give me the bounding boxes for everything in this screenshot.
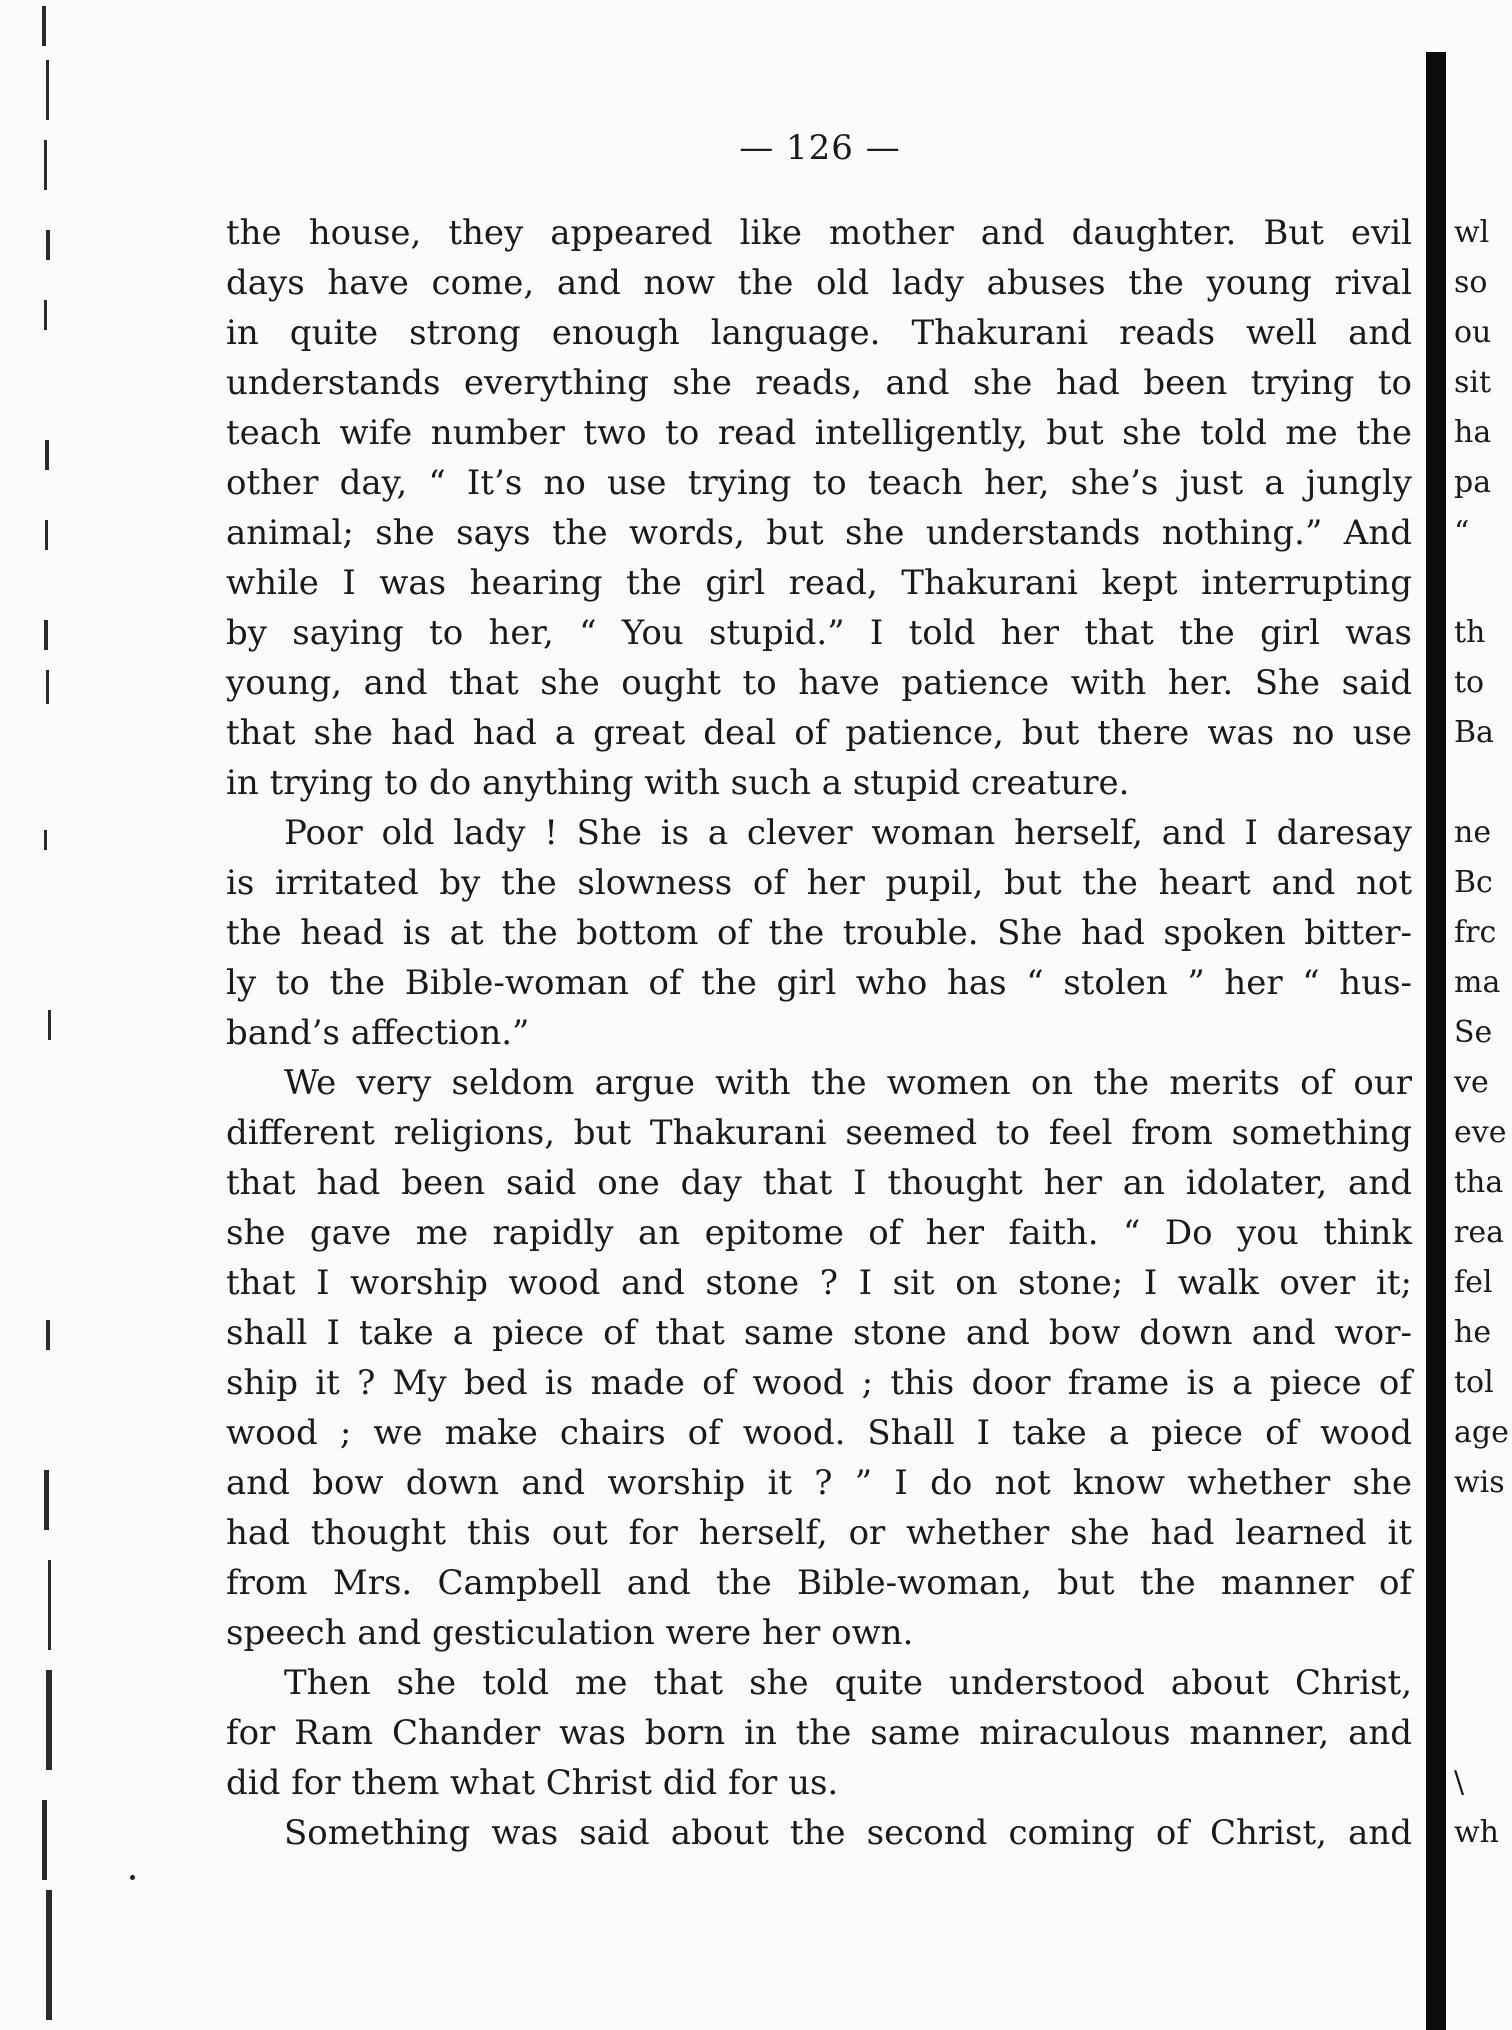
text-line: in quite strong enough language. Thakurani reads well and: [226, 313, 1412, 353]
facing-page-fragment: frc: [1454, 915, 1497, 950]
facing-page-fragment: [1446, 1608, 1512, 1658]
text-line: animal; she says the words, but she understands nothing.” And: [226, 513, 1412, 553]
text-line: We very seldom argue with the women on the merits of our: [284, 1063, 1412, 1103]
edge-mark: [45, 440, 49, 470]
edge-mark: [44, 1470, 49, 1530]
facing-page-fragment: th: [1454, 615, 1486, 650]
facing-page-fragment: rea: [1454, 1215, 1504, 1250]
page-number: — 126 —: [739, 128, 901, 168]
previous-page-edge: [0, 0, 60, 2030]
facing-page-fragment: \: [1454, 1765, 1465, 1800]
facing-page-fragment: Bc: [1454, 865, 1493, 900]
edge-mark: [44, 140, 47, 190]
body-text: [226, 208, 1412, 1858]
text-line: young, and that she ought to have patience with her. She said: [226, 663, 1412, 703]
binding-gutter-shadow: [1426, 52, 1446, 2030]
facing-page-fragment: [1446, 558, 1512, 608]
facing-page-fragment: ha: [1454, 415, 1492, 450]
text-line: ship it ? My bed is made of wood ; this door frame is a piece of: [226, 1363, 1412, 1403]
text-line: other day, “ It’s no use trying to teach her, she’s just a jungly: [226, 463, 1412, 503]
facing-page-fragment: [1446, 1508, 1512, 1558]
edge-mark: [45, 520, 48, 550]
text-line: Then she told me that she quite understood about Christ,: [284, 1663, 1412, 1703]
next-page-edge-text: [1446, 208, 1512, 1858]
edge-mark: [46, 1320, 50, 1350]
text-line: for Ram Chander was born in the same miraculous manner, and: [226, 1713, 1412, 1753]
facing-page-fragment: age: [1454, 1415, 1509, 1450]
facing-page-fragment: wh: [1454, 1815, 1499, 1850]
edge-mark: [42, 6, 46, 46]
facing-page-fragment: ma: [1454, 965, 1501, 1000]
edge-mark: [46, 230, 50, 260]
edge-mark: [46, 1890, 52, 2020]
text-line: while I was hearing the girl read, Thakurani kept interrupting: [226, 563, 1412, 603]
facing-page-fragment: wl: [1454, 215, 1490, 250]
facing-page-fragment: sit: [1454, 365, 1492, 400]
facing-page-fragment: Se: [1454, 1015, 1493, 1050]
facing-page-fragment: tol: [1454, 1365, 1494, 1400]
facing-page-fragment: he: [1454, 1315, 1492, 1350]
text-line: speech and gesticulation were her own.: [226, 1613, 914, 1653]
text-line: understands everything she reads, and she had been trying to: [226, 363, 1412, 403]
facing-page-fragment: ve: [1454, 1065, 1489, 1100]
text-line: did for them what Christ did for us.: [226, 1763, 839, 1803]
text-line: and bow down and worship it ? ” I do not know whether she: [226, 1463, 1412, 1503]
edge-mark: [42, 1800, 47, 1880]
text-line: shall I take a piece of that same stone and bow down and wor-: [226, 1313, 1412, 1353]
text-line: had thought this out for herself, or whether she had learned it: [226, 1513, 1412, 1553]
edge-mark: [48, 1010, 51, 1040]
ink-speck: [130, 1875, 135, 1880]
facing-page-fragment: so: [1454, 265, 1488, 300]
text-line: wood ; we make chairs of wood. Shall I take a piece of wood: [226, 1413, 1412, 1453]
text-line: Something was said about the second coming of Christ, and: [284, 1813, 1412, 1853]
edge-mark: [48, 1560, 51, 1650]
facing-page-fragment: [1446, 1558, 1512, 1608]
text-line: is irritated by the slowness of her pupil, but the heart and not: [226, 863, 1412, 903]
facing-page-fragment: eve: [1454, 1115, 1507, 1150]
facing-page-fragment: [1446, 1658, 1512, 1708]
edge-mark: [44, 300, 47, 330]
facing-page-fragment: [1446, 758, 1512, 808]
text-line: that she had had a great deal of patience, but there was no use: [226, 713, 1412, 753]
facing-page-fragment: [1446, 1708, 1512, 1758]
facing-page-fragment: Ba: [1454, 715, 1494, 750]
edge-mark: [44, 830, 47, 850]
edge-mark: [46, 60, 49, 120]
text-line: that I worship wood and stone ? I sit on stone; I walk over it;: [226, 1263, 1412, 1303]
facing-page-fragment: fel: [1454, 1265, 1493, 1300]
facing-page-fragment: wis: [1454, 1465, 1505, 1500]
facing-page-fragment: to: [1454, 665, 1485, 700]
text-line: the head is at the bottom of the trouble. She had spoken bitter-: [226, 913, 1412, 953]
text-line: different religions, but Thakurani seemed to feel from something: [226, 1113, 1412, 1153]
text-line: ly to the Bible-woman of the girl who has “ stolen ” her “ hus-: [226, 963, 1412, 1003]
text-line: days have come, and now the old lady abuses the young rival: [226, 263, 1412, 303]
text-line: in trying to do anything with such a stupid creature.: [226, 763, 1130, 803]
edge-mark: [44, 620, 48, 650]
facing-page-fragment: “: [1454, 515, 1470, 550]
edge-mark: [46, 1670, 52, 1770]
text-line: Poor old lady ! She is a clever woman herself, and I daresay: [284, 813, 1412, 853]
facing-page-fragment: pa: [1454, 465, 1492, 500]
text-line: teach wife number two to read intelligently, but she told me the: [226, 413, 1412, 453]
text-line: from Mrs. Campbell and the Bible-woman, but the manner of: [226, 1563, 1412, 1603]
text-line: that had been said one day that I thought her an idolater, and: [226, 1163, 1412, 1203]
edge-mark: [46, 670, 49, 704]
facing-page-fragment: ne: [1454, 815, 1492, 850]
facing-page-fragment: ou: [1454, 315, 1492, 350]
facing-page-fragment: tha: [1454, 1165, 1504, 1200]
text-line: by saying to her, “ You stupid.” I told her that the girl was: [226, 613, 1412, 653]
text-line: she gave me rapidly an epitome of her faith. “ Do you think: [226, 1213, 1412, 1253]
text-line: band’s affection.”: [226, 1013, 530, 1053]
text-line: the house, they appeared like mother and daughter. But evil: [226, 213, 1412, 253]
